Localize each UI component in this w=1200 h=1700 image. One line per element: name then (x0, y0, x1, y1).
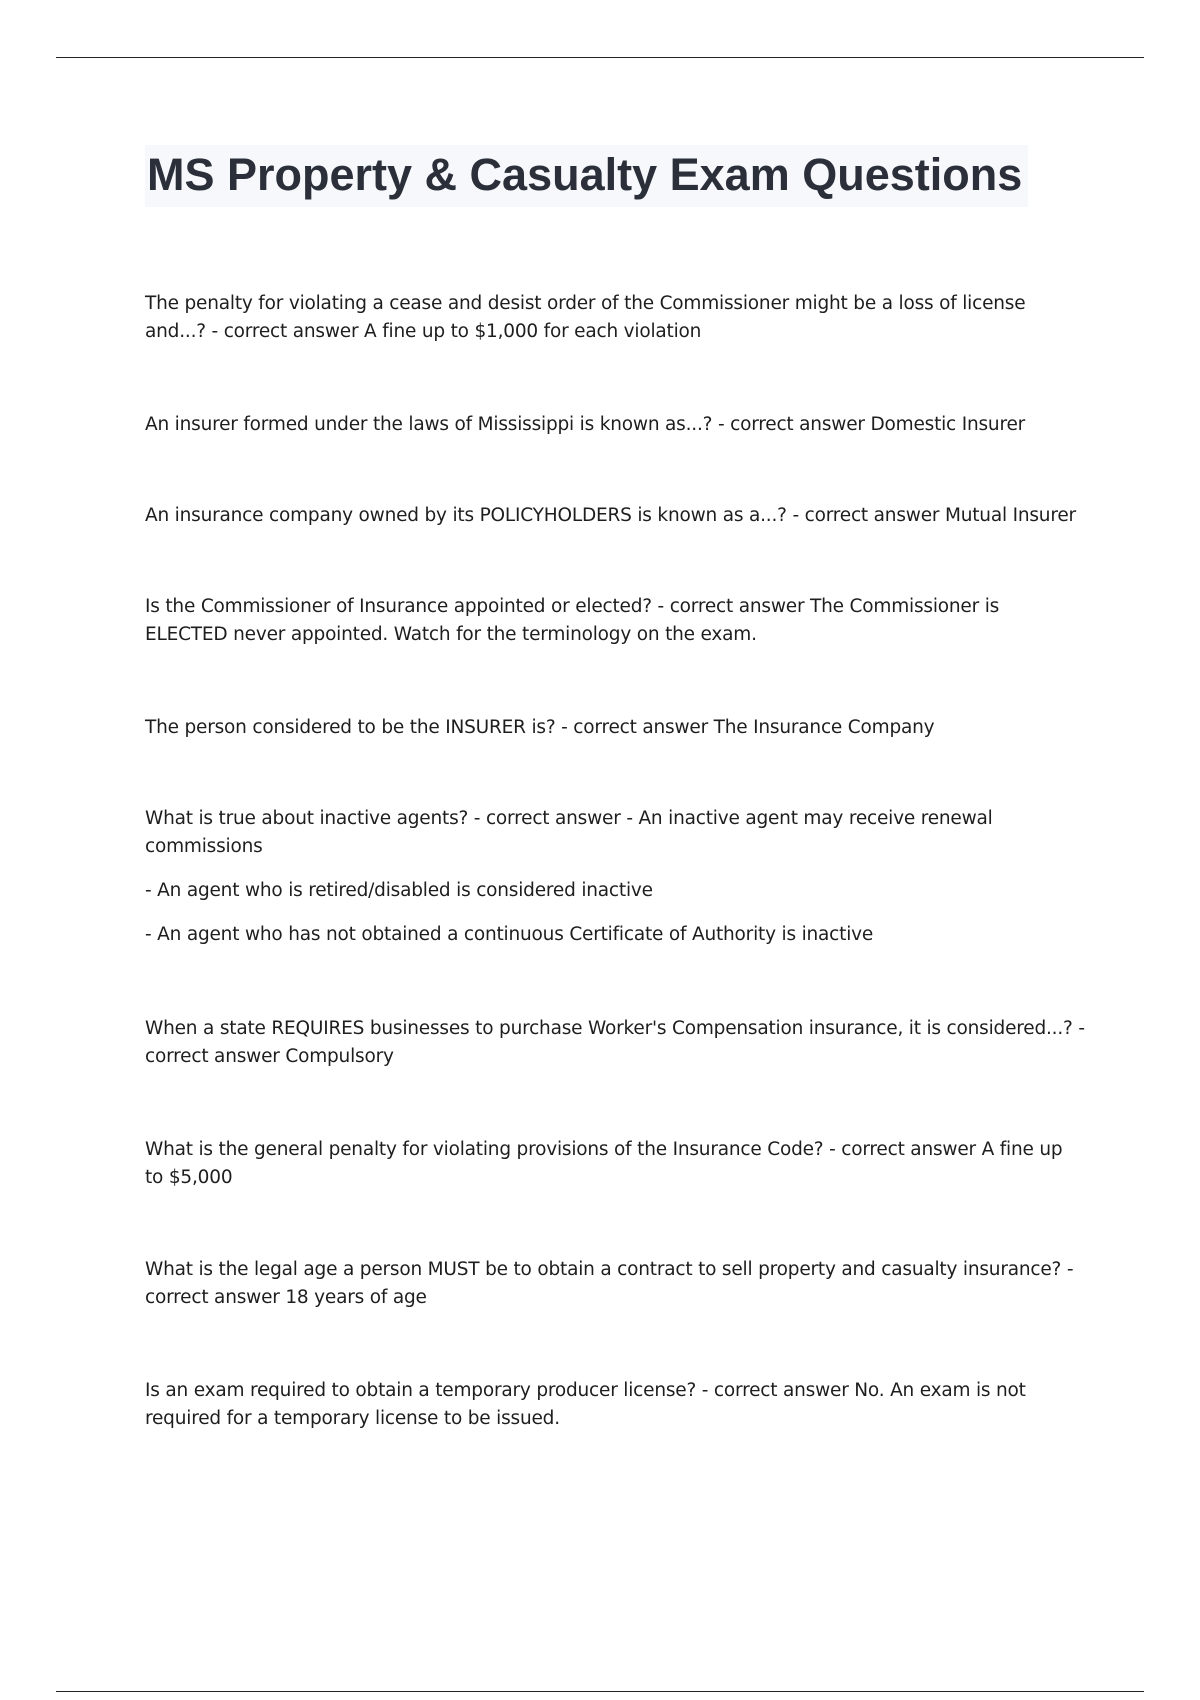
qa-bullet: - An agent who is retired/disabled is considered inactive (145, 880, 653, 901)
qa-text: The penalty for violating a cease and desist order of the Commissioner might be a loss of license and...? - correct answer A fine up to $1,000 for each violation (145, 293, 1026, 342)
qa-item-9 (145, 1256, 1085, 1312)
qa-text: What is the legal age a person MUST be to obtain a contract to sell property and casualty insurance? - correct answer 18 years of age (145, 1259, 1074, 1308)
qa-item-2 (145, 411, 1085, 439)
page-title: MS Property & Casualty Exam Questions (145, 145, 1028, 207)
qa-item-3 (145, 502, 1085, 530)
qa-text: What is the general penalty for violating provisions of the Insurance Code? - correct answer A fine up to $5,000 (145, 1139, 1063, 1188)
qa-item-10 (145, 1377, 1085, 1433)
qa-text: An insurer formed under the laws of Mississippi is known as...? - correct answer Domestic Insurer (145, 414, 1026, 435)
qa-bullet: - An agent who has not obtained a continuous Certificate of Authority is inactive (145, 924, 874, 945)
qa-text: The person considered to be the INSURER is? - correct answer The Insurance Company (145, 717, 935, 738)
qa-text: An insurance company owned by its POLICYHOLDERS is known as a...? - correct answer Mutual Insurer (145, 505, 1076, 526)
qa-item-4 (145, 593, 1085, 649)
header-divider (56, 57, 1144, 58)
qa-item-1 (145, 290, 1085, 346)
qa-text: When a state REQUIRES businesses to purchase Worker's Compensation insurance, it is considered...? - correct answer Compulsory (145, 1018, 1085, 1067)
qa-item-6 (145, 805, 1085, 949)
qa-text: What is true about inactive agents? - correct answer - An inactive agent may receive renewal commissions (145, 808, 993, 857)
qa-item-7 (145, 1015, 1085, 1071)
qa-item-8 (145, 1136, 1085, 1192)
qa-item-5 (145, 714, 1085, 742)
qa-text: Is the Commissioner of Insurance appointed or elected? - correct answer The Commissioner is ELECTED never appointed. Watch for the terminology on the exam. (145, 596, 1000, 645)
footer-divider (56, 1691, 1144, 1692)
qa-text: Is an exam required to obtain a temporary producer license? - correct answer No. An exam is not required for a temporary license to be issued. (145, 1380, 1026, 1429)
